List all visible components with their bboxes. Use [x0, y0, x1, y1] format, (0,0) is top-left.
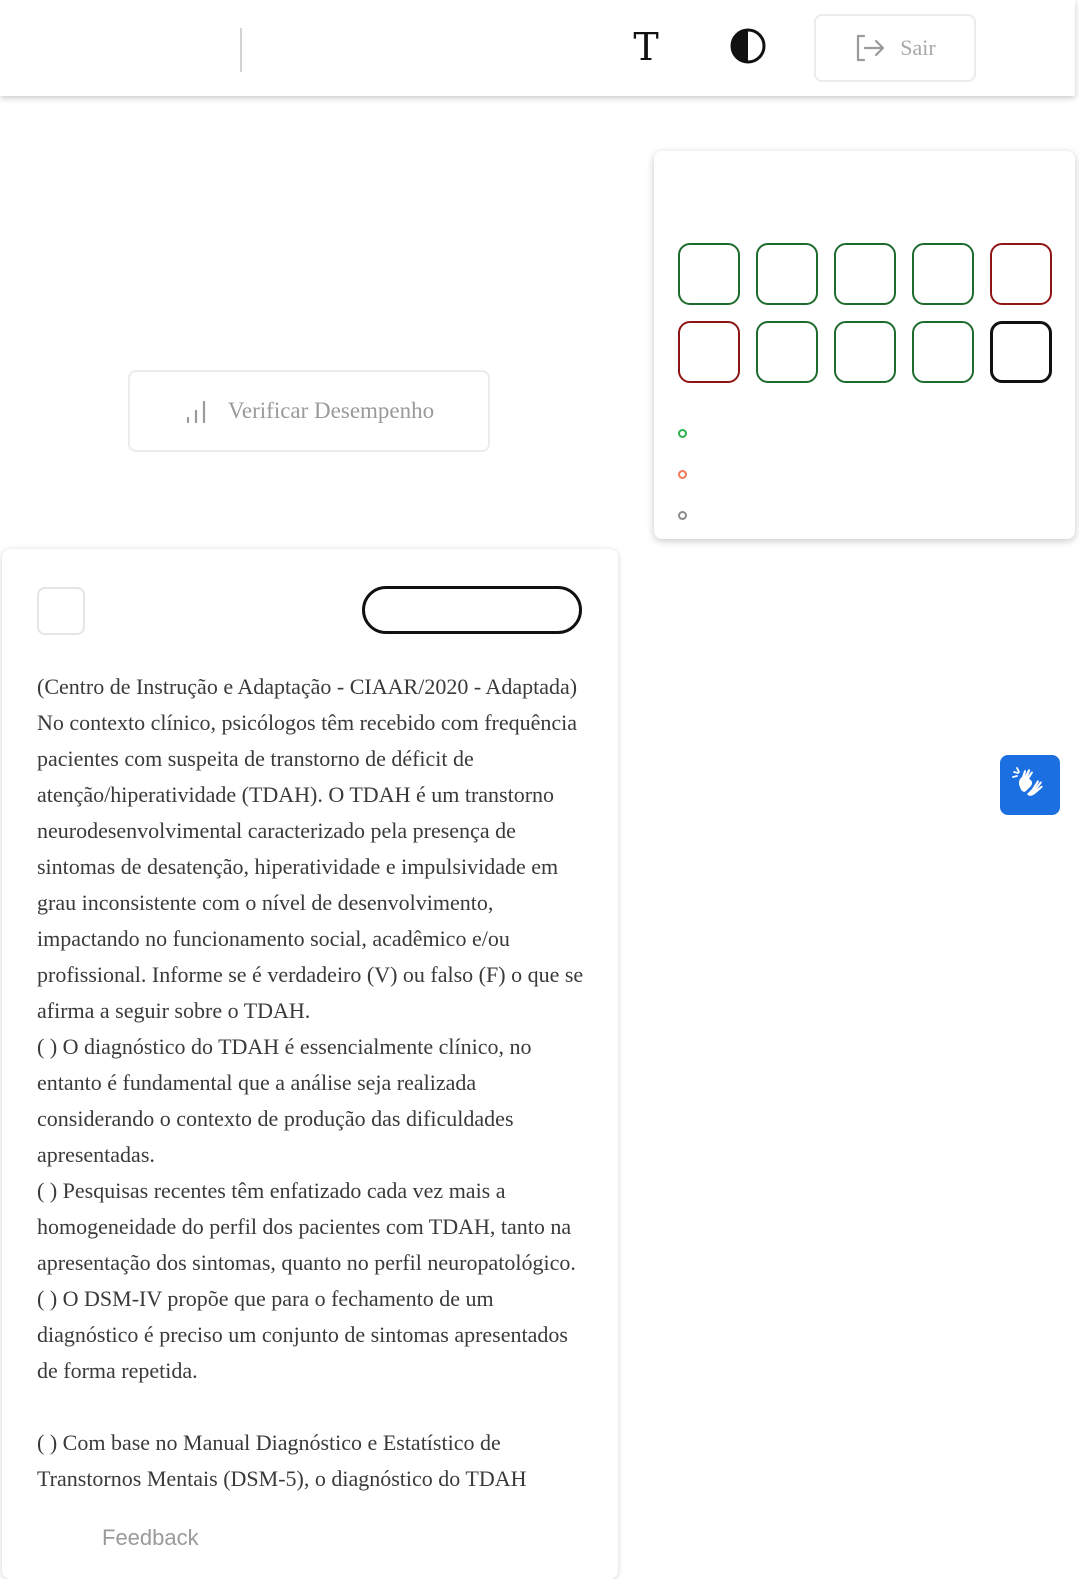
sign-language-button[interactable]: [1000, 755, 1060, 815]
feedback-label: Feedback: [102, 1525, 199, 1550]
legend-item: [678, 495, 687, 536]
question-paragraph: ( ) Pesquisas recentes têm enfatizado cada vez mais a homogeneidade do perfil dos pacientes com TDAH, tanto na apresentação dos sintomas, quanto no perfil neuropatológico.: [37, 1178, 576, 1275]
question-paragraph: ( ) O DSM-IV propõe que para o fechamento de um diagnóstico é preciso um conjunto de sintomas apresentados de forma repetida.: [37, 1286, 568, 1383]
question-grid: [678, 243, 1052, 383]
logout-icon: [854, 33, 886, 63]
legend-item: [678, 454, 687, 495]
question-cell-2[interactable]: [756, 243, 818, 305]
question-paragraph: ( ) O diagnóstico do TDAH é essencialmente clínico, no entanto é fundamental que a análise seja realizada considerando o contexto de produção das dificuldades apresentadas.: [37, 1034, 532, 1167]
status-legend: [678, 413, 687, 536]
question-cell-1[interactable]: [678, 243, 740, 305]
sign-language-hands-icon: [1010, 765, 1050, 805]
legend-dot: [678, 511, 687, 520]
feedback-tab[interactable]: [102, 1520, 232, 1556]
question-cell-5[interactable]: [990, 243, 1052, 305]
legend-item: [678, 413, 687, 454]
verify-performance-label: Verificar Desempenho: [227, 398, 435, 423]
question-cell-3[interactable]: [834, 243, 896, 305]
question-cell-9[interactable]: [912, 321, 974, 383]
question-action-button[interactable]: [362, 586, 582, 634]
question-cell-4[interactable]: [912, 243, 974, 305]
question-statement: [37, 669, 587, 1497]
question-cell-7[interactable]: [756, 321, 818, 383]
question-paragraph: (Centro de Instrução e Adaptação - CIAAR/2020 - Adaptada) No contexto clínico, psicólogos têm recebido com frequência pacientes com suspeita de transtorno de déficit de atenção/hiperatividade (TDAH). O TDAH é um transtorno neurodesenvolvimental caracterizado pela presença de sintomas de desatenção, hiperatividade e impulsividade em grau inconsistente com o nível de desenvolvimento, impactando no funcionamento social, acadêmico e/ou profissional. Informe se é verdadeiro (V) ou falso (F) o que se afirma a seguir sobre o TDAH.: [37, 674, 584, 1023]
contrast-toggle[interactable]: [726, 24, 770, 68]
font-size-toggle[interactable]: [626, 22, 666, 72]
question-cell-10[interactable]: [990, 321, 1052, 383]
question-card: [2, 549, 618, 1579]
question-cell-8[interactable]: [834, 321, 896, 383]
bar-chart-icon: [184, 398, 210, 424]
question-paragraph: ( ) Com base no Manual Diagnóstico e Estatístico de Transtornos Mentais (DSM-5), o diagnóstico do TDAH: [37, 1430, 527, 1491]
question-paragraph: [37, 1389, 587, 1425]
legend-dot: [678, 470, 687, 479]
question-checkbox[interactable]: [37, 587, 85, 635]
legend-dot: [678, 429, 687, 438]
logout-label: Sair: [900, 35, 936, 60]
question-cell-6[interactable]: [678, 321, 740, 383]
contrast-icon: [729, 27, 767, 65]
header-divider: [240, 28, 242, 72]
logout-button[interactable]: [814, 14, 976, 82]
top-header: [0, 0, 1075, 96]
question-navigator-panel: [654, 151, 1075, 539]
font-size-icon: T: [633, 25, 659, 69]
verify-performance-button[interactable]: [128, 370, 490, 452]
